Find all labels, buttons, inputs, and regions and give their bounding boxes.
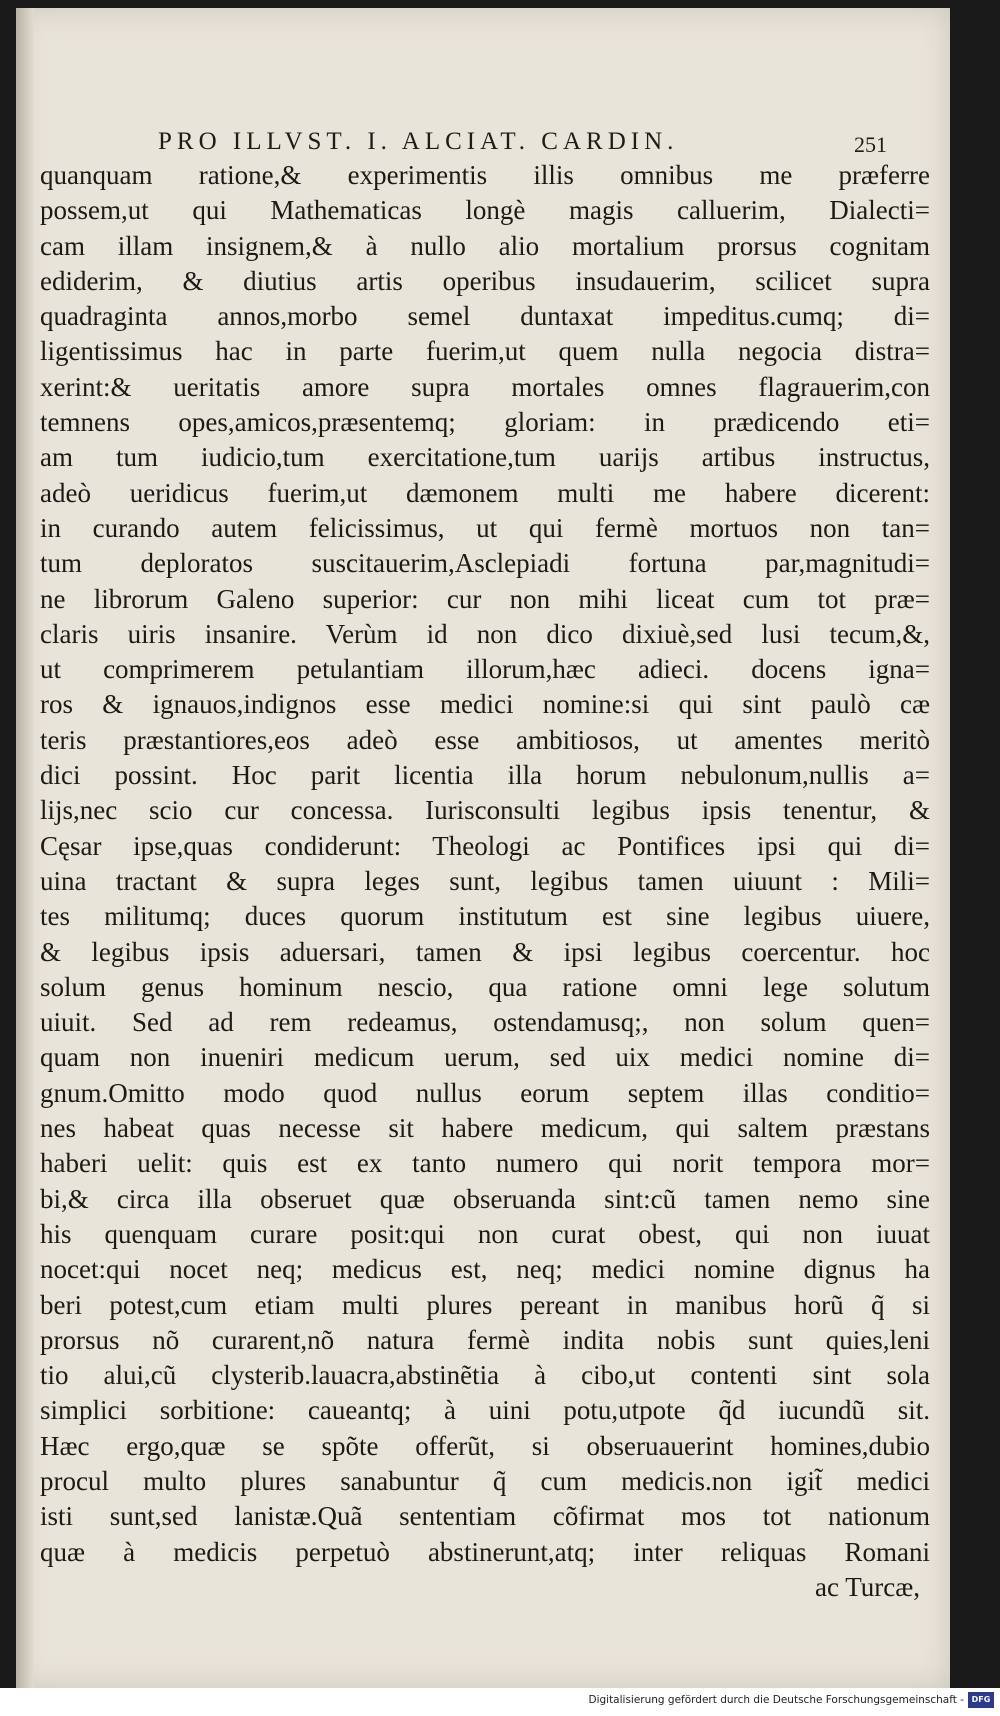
- text-line: beri potest,cum etiam multi plures pereant in manibus horũ q̃ si: [40, 1289, 930, 1320]
- text-line: temnens opes,amicos,præsentemq; gloriam: in prædicendo eti=: [40, 407, 930, 438]
- text-line: bi,& circa illa obseruet quæ obseruanda sint:cũ tamen nemo sine: [40, 1183, 930, 1214]
- text-line: Hæc ergo,quæ se spõte offerũt, si obseruauerint homines,dubio: [40, 1430, 930, 1461]
- text-line: simplici sorbitione: caueantq; à uini potu,utpote q̃d iucundũ sit.: [40, 1395, 930, 1426]
- text-line: uiuit. Sed ad rem redeamus, ostendamusq;, non solum quen=: [40, 1007, 930, 1038]
- page-gutter: [16, 8, 34, 1688]
- text-line: tio alui,cũ clysterib.lauacra,abstinẽtia à cibo,ut contenti sint sola: [40, 1360, 930, 1391]
- text-line: dici possint. Hoc parit licentia illa horum nebulonum,nullis a=: [40, 760, 930, 791]
- text-line: am tum iudicio,tum exercitatione,tum uarijs artibus instructus,: [40, 442, 930, 473]
- text-line: ligentissimus hac in parte fuerim,ut quem nulla negocia distra=: [40, 336, 930, 367]
- text-line: quæ à medicis perpetuò abstinerunt,atq; inter reliquas Romani: [40, 1536, 930, 1567]
- text-line: Cęsar ipse,quas condiderunt: Theologi ac Pontifices ipsi qui di=: [40, 830, 930, 861]
- digitization-footer: [0, 1688, 1000, 1716]
- text-line: quam non inueniri medicum uerum, sed uix medici nomine di=: [40, 1042, 930, 1073]
- text-line: prorsus nõ curarent,nõ natura fermè indita nobis sunt quies,leni: [40, 1324, 930, 1355]
- text-line: uina tractant & supra leges sunt, legibus tamen uiuunt : Mili=: [40, 865, 930, 896]
- text-block: [40, 158, 930, 1605]
- text-line: & legibus ipsis aduersari, tamen & ipsi legibus coercentur. hoc: [40, 936, 930, 967]
- catchword: ac Turcæ,: [814, 1571, 920, 1602]
- funding-credit: Digitalisierung gefördert durch die Deutsche Forschungsgemeinschaft -: [588, 1694, 964, 1706]
- running-title: PRO ILLVST. I. ALCIAT. CARDIN.: [158, 128, 679, 155]
- folio-number: 251: [854, 132, 887, 157]
- dfg-logo: DFG: [968, 1692, 994, 1708]
- text-line: claris uiris insanire. Verùm id non dico dixiuè,sed lusi tecum,&,: [40, 618, 930, 649]
- text-line: xerint:& ueritatis amore supra mortales omnes flagrauerim,con: [40, 371, 930, 402]
- text-line: procul multo plures sanabuntur q̃ cum medicis.non igit̃ medici: [40, 1465, 930, 1496]
- text-line: cam illam insignem,& à nullo alio mortalium prorsus cognitam: [40, 230, 930, 261]
- text-line: tes militumq; duces quorum institutum est sine legibus uiuere,: [40, 901, 930, 932]
- text-line: in curando autem felicissimus, ut qui fermè mortuos non tan=: [40, 512, 930, 543]
- text-line: lijs,nec scio cur concessa. Iurisconsulti legibus ipsis tenentur, &: [40, 795, 930, 826]
- text-line: solum genus hominum nescio, qua ratione omni lege solutum: [40, 971, 930, 1002]
- book-page: [16, 8, 950, 1688]
- text-line: his quenquam curare posit:qui non curat obest, qui non iuuat: [40, 1218, 930, 1249]
- text-line: ediderim, & diutius artis operibus insudauerim, scilicet supra: [40, 265, 930, 296]
- text-line: nes habeat quas necesse sit habere medicum, qui saltem præstans: [40, 1113, 930, 1144]
- text-line: ne librorum Galeno superior: cur non mihi liceat cum tot præ=: [40, 583, 930, 614]
- text-line: quadraginta annos,morbo semel duntaxat impeditus.cumq; di=: [40, 301, 930, 332]
- text-line: ut comprimerem petulantiam illorum,hæc adieci. docens igna=: [40, 654, 930, 685]
- text-line: ros & ignauos,indignos esse medici nomine:si qui sint paulò cæ: [40, 689, 930, 720]
- text-line: tum deploratos suscitauerim,Asclepiadi fortuna par,magnitudi=: [40, 548, 930, 579]
- text-line: adeò ueridicus fuerim,ut dæmonem multi me habere dicerent:: [40, 477, 930, 508]
- text-line: possem,ut qui Mathematicas longè magis calluerim, Dialecti=: [40, 195, 930, 226]
- text-line: gnum.Omitto modo quod nullus eorum septem illas conditio=: [40, 1077, 930, 1108]
- text-line: isti sunt,sed lanistæ.Quã sententiam cõfirmat mos tot nationum: [40, 1501, 930, 1532]
- text-line: nocet:qui nocet neq; medicus est, neq; medici nomine dignus ha: [40, 1254, 930, 1285]
- text-line: teris præstantiores,eos adeò esse ambitiosos, ut amentes meritò: [40, 724, 930, 755]
- text-line: quanquam ratione,& experimentis illis omnibus me præferre: [40, 160, 930, 190]
- text-line: haberi uelit: quis est ex tanto numero qui norit tempora mor=: [40, 1148, 930, 1179]
